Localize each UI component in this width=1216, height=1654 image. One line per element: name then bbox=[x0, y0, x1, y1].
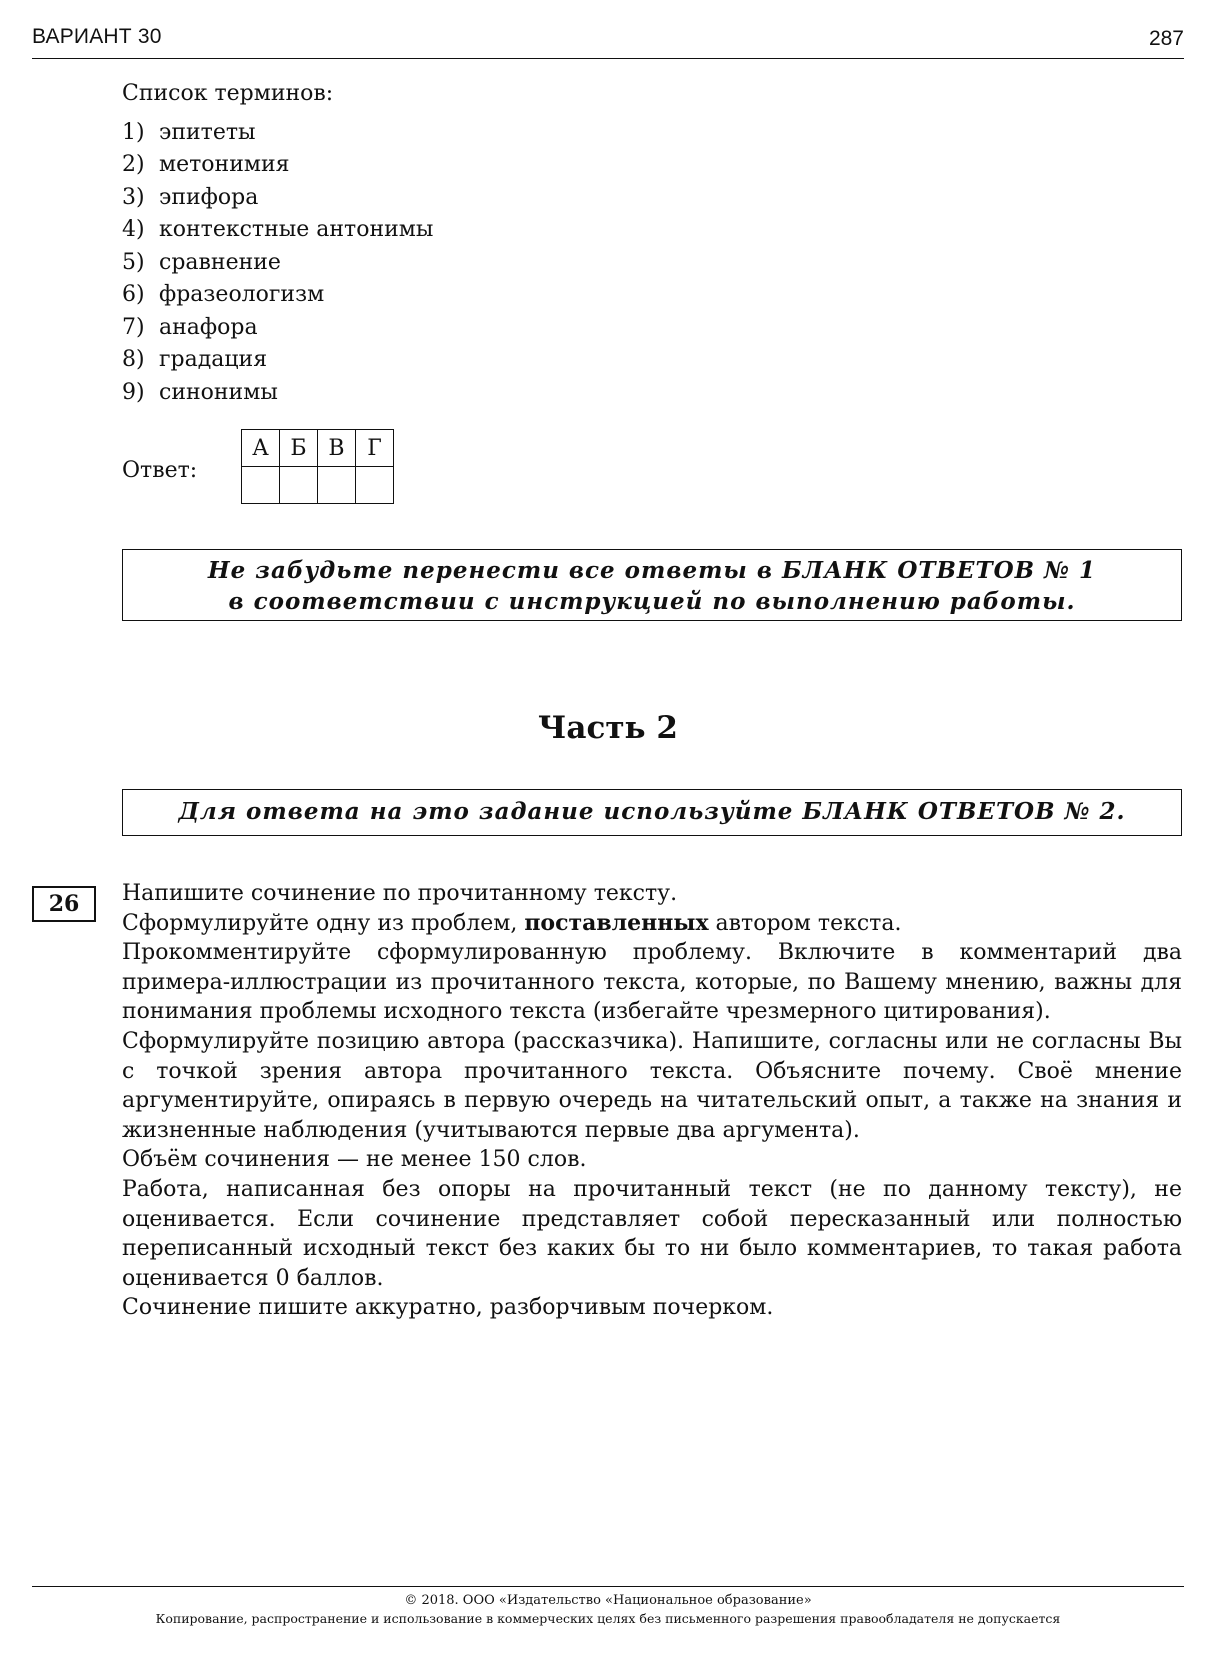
term-label: метонимия bbox=[159, 152, 290, 177]
term-number: 4) bbox=[122, 217, 145, 242]
task-paragraph: Сочинение пишите аккуратно, разборчивым почерком. bbox=[122, 1295, 774, 1321]
answer-sheet-notice: Для ответа на это задание используйте БЛАНК ОТВЕТОВ № 2. bbox=[122, 789, 1182, 836]
term-number: 1) bbox=[122, 119, 145, 145]
task-paragraph: Прокомментируйте сформулированную проблему. Включите в комментарий два примера-иллюстрации из прочитанного текста, которые, по Вашему мнению, важны для понимания проблемы исходного текста (избегайте чрезмерного цитирования). bbox=[122, 940, 1182, 1025]
answer-cell-b[interactable] bbox=[280, 467, 318, 504]
answer-column-header: Б bbox=[280, 430, 318, 467]
term-label: эпитеты bbox=[159, 119, 256, 145]
footer-divider bbox=[32, 1586, 1184, 1587]
answer-column-header: А bbox=[242, 430, 280, 467]
task-text-span: автором текста. bbox=[708, 910, 902, 936]
list-item bbox=[122, 279, 433, 312]
term-number: 2) bbox=[122, 152, 145, 177]
task-paragraph: Напишите сочинение по прочитанному тексту. bbox=[122, 881, 678, 906]
term-label: эпифора bbox=[159, 184, 259, 210]
notice-line: Не забудьте перенести все ответы в БЛАНК ОТВЕТОВ № 1 bbox=[207, 557, 1097, 584]
footer-rights: Копирование, распространение и использование в коммерческих целях без письменного разрешения правообладателя не допускается bbox=[155, 1611, 1061, 1626]
task-paragraph: Сформулируйте позицию автора (рассказчика). Напишите, согласны или не согласны Вы с точкой зрения автора прочитанного текста. Объясните почему. Своё мнение аргументируйте, опираясь в первую очередь на читательский опыт, а также на знания и жизненные наблюдения (учитываются первые два аргумента). bbox=[122, 1028, 1182, 1143]
task-text-span: Сформулируйте одну из проблем, bbox=[122, 910, 525, 936]
term-label: сравнение bbox=[159, 249, 281, 275]
list-item bbox=[122, 344, 433, 377]
list-item bbox=[122, 247, 433, 280]
term-number: 6) bbox=[122, 282, 145, 307]
list-item bbox=[122, 312, 433, 345]
term-number: 3) bbox=[122, 184, 145, 210]
task-paragraph: Объём сочинения — не менее 150 слов. bbox=[122, 1147, 587, 1173]
task-paragraph: Работа, написанная без опоры на прочитанный текст (не по данному тексту), не оценивается. Если сочинение представляет собой пересказанный или полностью переписанный исходный текст без каких бы то ни было комментариев, то такая работа оценивается 0 баллов. bbox=[122, 1176, 1182, 1291]
term-number: 8) bbox=[122, 347, 145, 372]
transfer-answers-notice bbox=[122, 549, 1182, 621]
terms-title: Список терминов: bbox=[122, 81, 334, 106]
task-bold-word: поставленных bbox=[524, 909, 709, 936]
answer-column-header: Г bbox=[356, 430, 394, 467]
term-label: контекстные антонимы bbox=[159, 217, 434, 242]
answer-input-row bbox=[242, 467, 394, 504]
page-header bbox=[32, 22, 1184, 59]
term-number: 7) bbox=[122, 314, 145, 340]
term-label: фразеологизм bbox=[159, 282, 325, 307]
term-label: анафора bbox=[159, 314, 258, 340]
notice-line: в соответствии с инструкцией по выполнению работы. bbox=[228, 588, 1076, 615]
terms-list bbox=[122, 78, 433, 409]
list-item bbox=[122, 214, 433, 247]
list-item bbox=[122, 149, 433, 182]
answer-grid bbox=[241, 429, 394, 504]
list-item bbox=[122, 117, 433, 150]
task-text bbox=[122, 879, 1182, 1323]
term-label: градация bbox=[159, 347, 268, 372]
part-title: Часть 2 bbox=[538, 710, 678, 746]
task-number: 26 bbox=[32, 886, 96, 922]
answer-cell-v[interactable] bbox=[318, 467, 356, 504]
answer-header-row bbox=[242, 430, 394, 467]
answer-cell-g[interactable] bbox=[356, 467, 394, 504]
term-number: 5) bbox=[122, 249, 145, 275]
list-item bbox=[122, 182, 433, 215]
answer-cell-a[interactable] bbox=[242, 467, 280, 504]
answer-label: Ответ: bbox=[122, 458, 198, 483]
task-paragraph bbox=[122, 909, 1182, 939]
variant-title: ВАРИАНТ 30 bbox=[32, 25, 162, 48]
footer-copyright: © 2018. ООО «Издательство «Национальное образование» bbox=[404, 1593, 812, 1608]
page-number: 287 bbox=[1148, 27, 1184, 50]
term-label: синонимы bbox=[159, 379, 278, 405]
list-item bbox=[122, 377, 433, 410]
answer-column-header: В bbox=[318, 430, 356, 467]
term-number: 9) bbox=[122, 379, 145, 405]
